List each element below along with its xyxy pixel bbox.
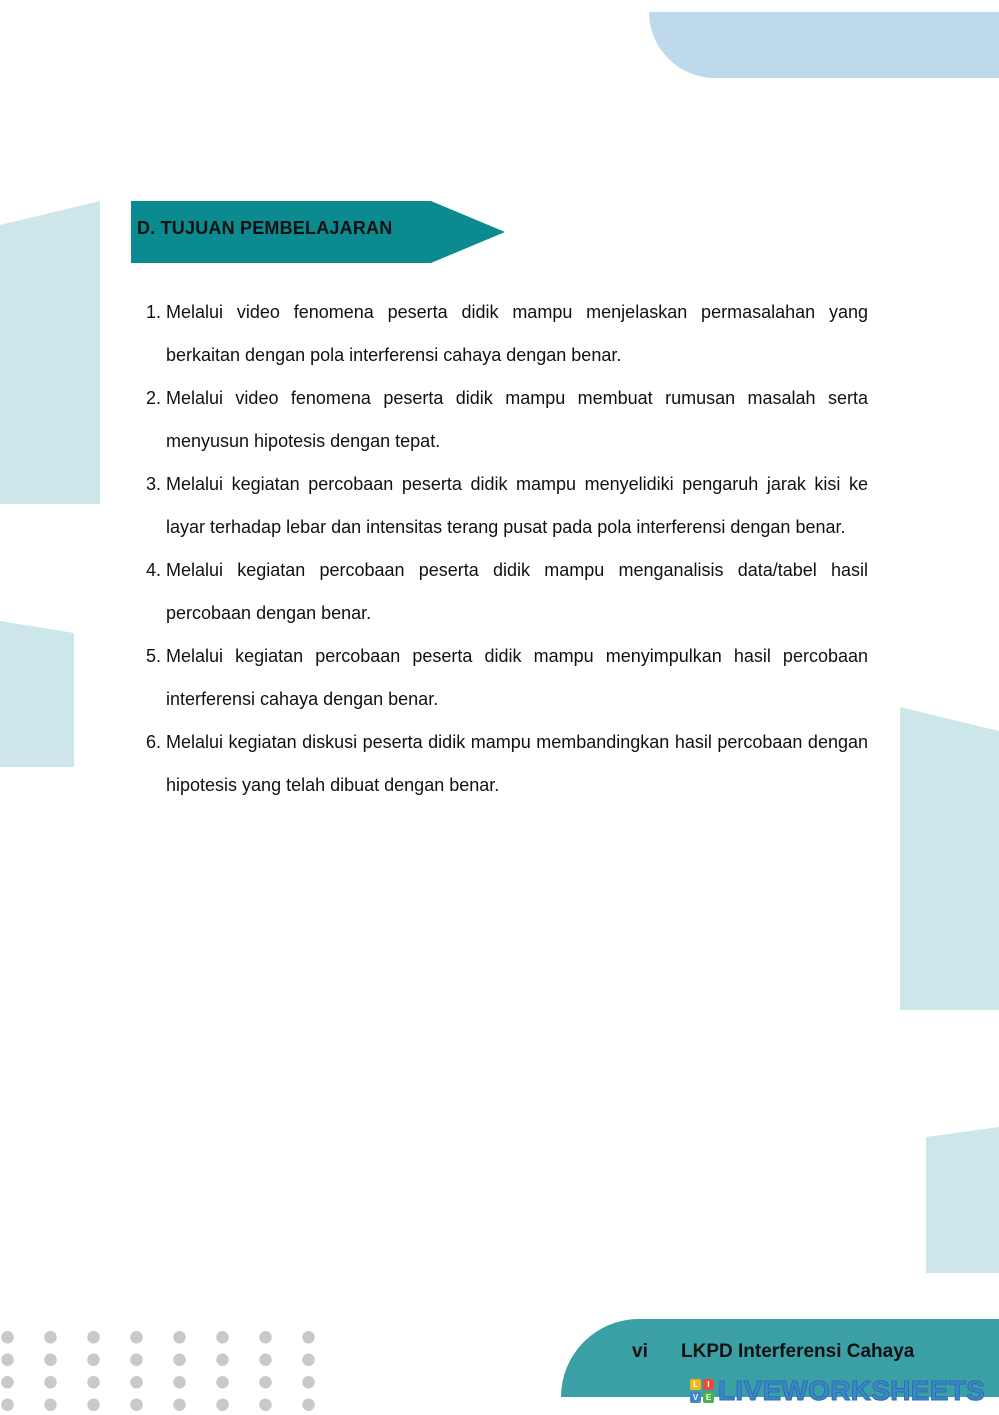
- page-number: vi: [632, 1341, 648, 1362]
- item-number: 5.: [146, 646, 162, 666]
- section-title: D. TUJUAN PEMBELAJARAN: [137, 218, 393, 238]
- item-text: Melalui kegiatan percobaan peserta didik mampu menganalisis data/tabel hasil percobaan dengan benar.: [166, 560, 868, 623]
- item-text: Melalui video fenomena peserta didik mampu menjelaskan permasalahan yang berkaitan dengan pola interferensi cahaya dengan benar.: [166, 302, 868, 365]
- item-text: Melalui kegiatan percobaan peserta didik mampu menyimpulkan hasil percobaan interferensi cahaya dengan benar.: [166, 646, 868, 709]
- list-item: [146, 463, 868, 549]
- dot-pattern-decoration: [0, 1331, 320, 1415]
- left-decoration-shape-small: [0, 621, 74, 767]
- liveworksheets-brand[interactable]: [690, 1374, 985, 1408]
- item-number: 3.: [146, 474, 162, 494]
- logo-letter: E: [703, 1392, 714, 1403]
- list-item: [146, 635, 868, 721]
- logo-letter: L: [690, 1379, 701, 1390]
- brand-name: LIVEWORKSHEETS: [718, 1375, 986, 1406]
- liveworksheets-logo-icon: [690, 1379, 714, 1403]
- item-number: 2.: [146, 388, 162, 408]
- logo-letter: V: [690, 1392, 701, 1403]
- objectives-list: [146, 291, 868, 807]
- item-text: Melalui kegiatan percobaan peserta didik mampu menyelidiki pengaruh jarak kisi ke layar terhadap lebar dan intensitas terang pusat pada pola interferensi dengan benar.: [166, 474, 868, 537]
- item-number: 1.: [146, 302, 162, 322]
- item-text: Melalui video fenomena peserta didik mampu membuat rumusan masalah serta menyusun hipotesis dengan tepat.: [166, 388, 868, 451]
- list-item: [146, 549, 868, 635]
- list-item: [146, 721, 868, 807]
- item-number: 6.: [146, 732, 162, 752]
- right-decoration-shape: [900, 707, 999, 1010]
- item-number: 4.: [146, 560, 162, 580]
- left-decoration-shape: [0, 201, 100, 504]
- top-decoration-tab: [649, 12, 999, 78]
- logo-letter: I: [703, 1379, 714, 1390]
- item-text: Melalui kegiatan diskusi peserta didik mampu membandingkan hasil percobaan dengan hipotesis yang telah dibuat dengan benar.: [166, 732, 868, 795]
- list-item: [146, 291, 868, 377]
- right-decoration-shape-small: [926, 1127, 999, 1273]
- list-item: [146, 377, 868, 463]
- document-title: LKPD Interferensi Cahaya: [681, 1341, 915, 1362]
